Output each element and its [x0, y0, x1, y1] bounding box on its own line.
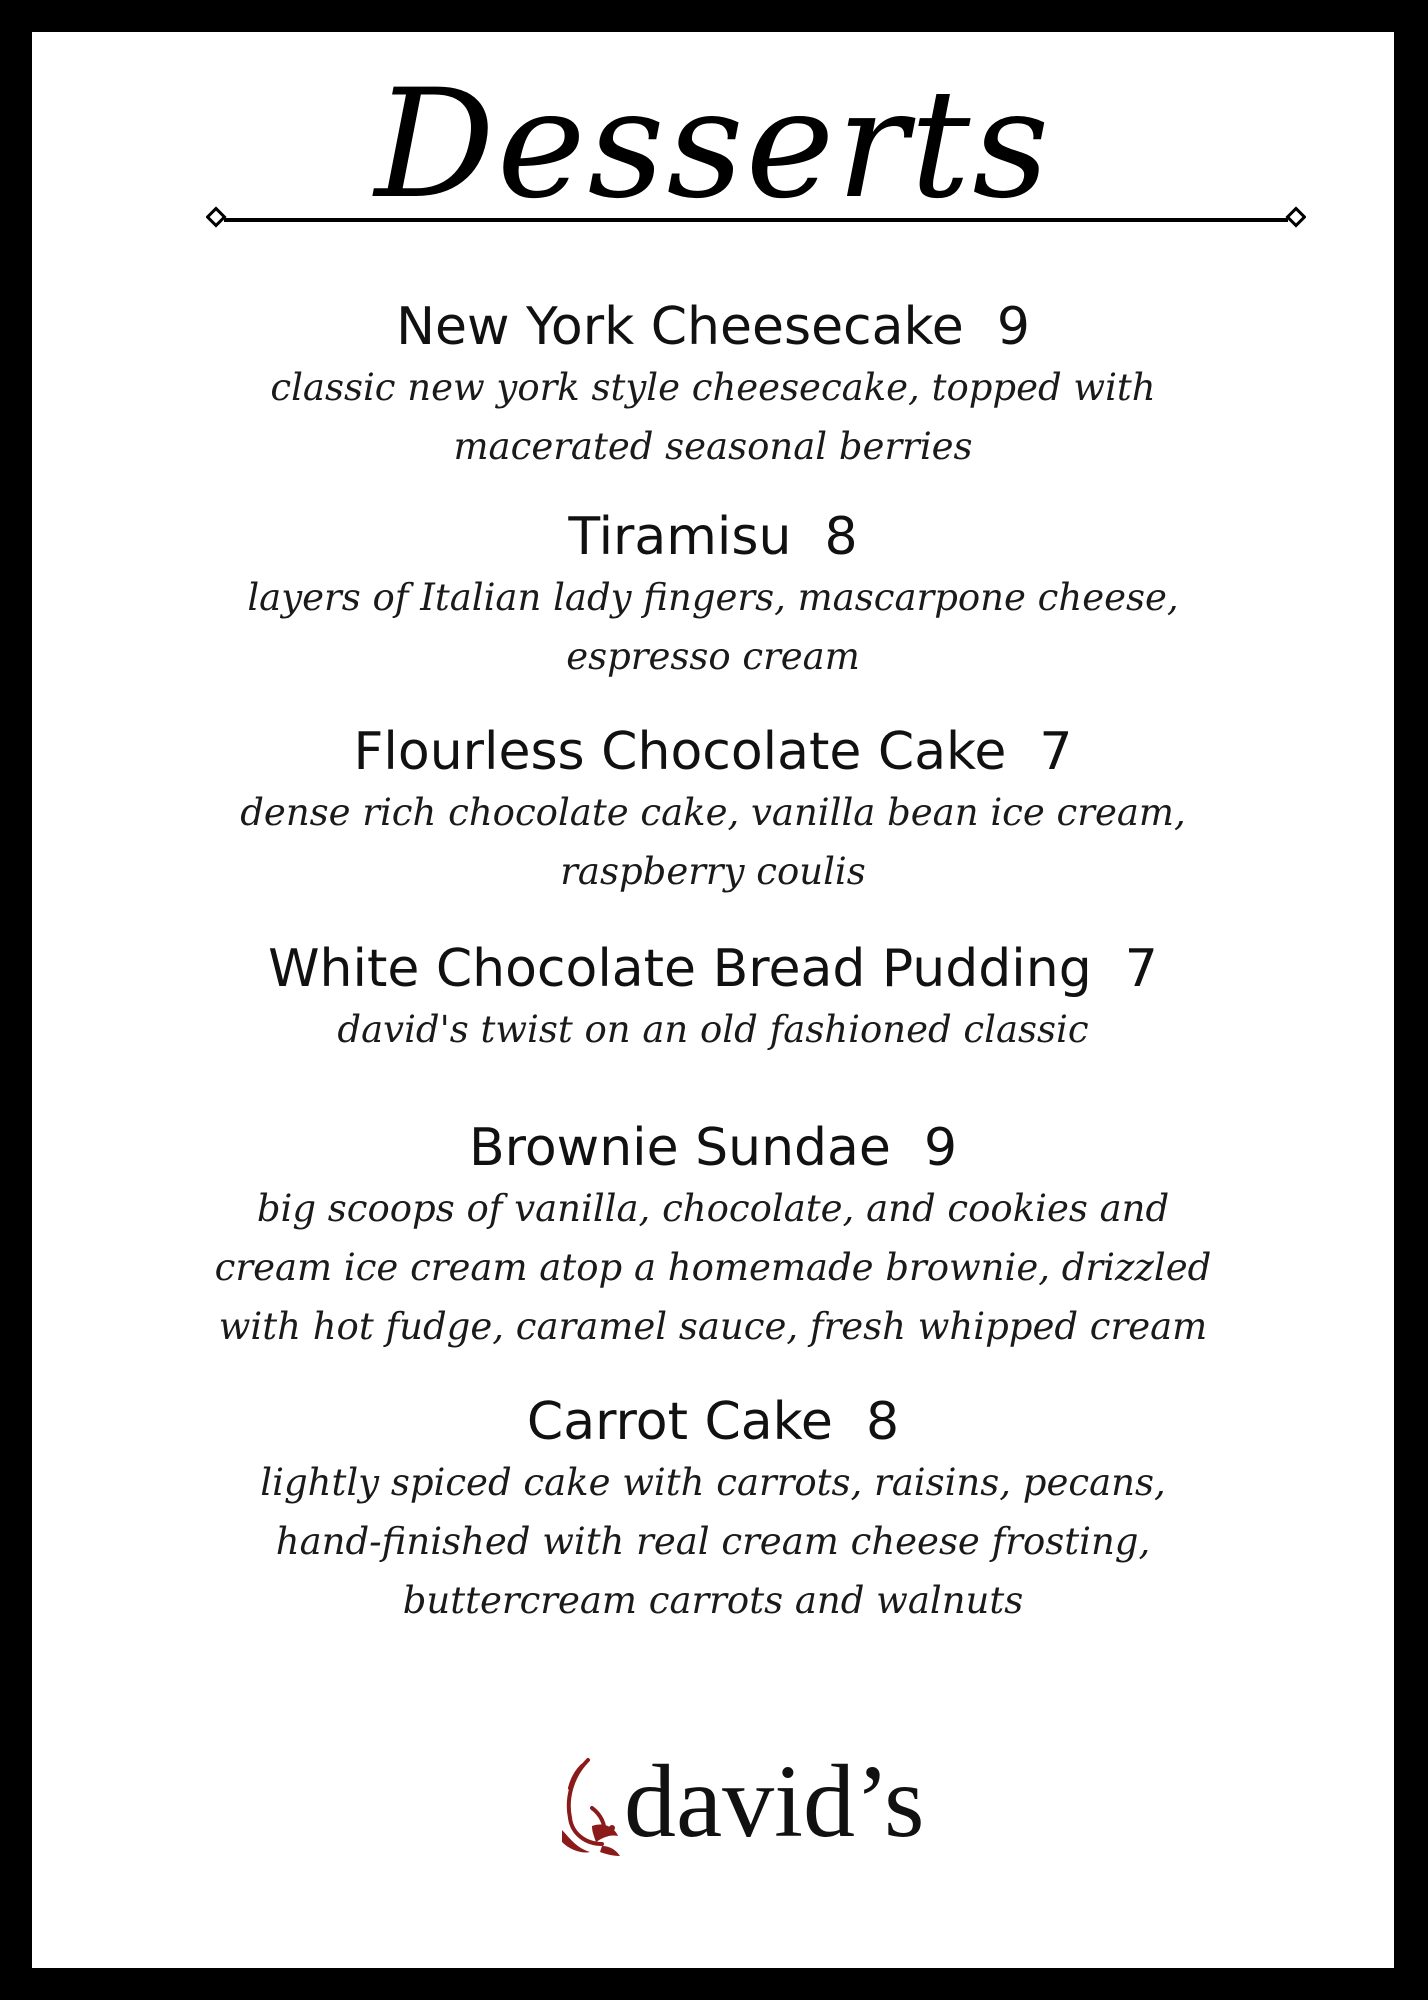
menu-item-name: New York Cheesecake — [396, 297, 964, 357]
menu-item-heading — [32, 1391, 1394, 1453]
menu-item-heading — [32, 296, 1394, 358]
menu-item-carrot-cake — [32, 1391, 1394, 1630]
menu-item-heading — [32, 721, 1394, 783]
menu-item-tiramisu — [32, 506, 1394, 686]
description-line: classic new york style cheesecake, topped with — [270, 366, 1156, 409]
description-line: big scoops of vanilla, chocolate, and cookies and — [256, 1187, 1170, 1230]
menu-item-description — [32, 568, 1394, 686]
menu-item-brownie-sundae — [32, 1117, 1394, 1356]
title-divider — [206, 205, 1306, 235]
menu-item-description — [32, 1000, 1394, 1059]
description-line: macerated seasonal berries — [453, 425, 973, 468]
menu-item-description — [32, 358, 1394, 476]
menu-item-price: 8 — [824, 507, 858, 567]
menu-item-flourless-chocolate-cake — [32, 721, 1394, 901]
menu-item-heading — [32, 938, 1394, 1000]
menu-item-heading — [32, 1117, 1394, 1179]
menu-page — [32, 32, 1394, 1968]
description-line: david's twist on an old fashioned classic — [337, 1008, 1089, 1051]
description-line: layers of Italian lady fingers, mascarpone cheese, — [247, 576, 1179, 619]
menu-item-white-chocolate-bread-pudding — [32, 938, 1394, 1059]
menu-item-name: Carrot Cake — [526, 1392, 833, 1452]
menu-item-price: 7 — [1124, 939, 1158, 999]
logo-wordmark: david’s — [624, 1744, 925, 1859]
menu-item-heading — [32, 506, 1394, 568]
description-line: buttercream carrots and walnuts — [402, 1579, 1024, 1622]
menu-item-name: Brownie Sundae — [468, 1118, 891, 1178]
description-line: lightly spiced cake with carrots, raisins, pecans, — [260, 1461, 1166, 1504]
davids-logo — [552, 1732, 925, 1872]
menu-item-price: 8 — [866, 1392, 900, 1452]
bird-icon — [552, 1752, 632, 1862]
menu-item-price: 7 — [1039, 722, 1073, 782]
menu-item-description — [32, 1453, 1394, 1630]
menu-item-name: Tiramisu — [568, 507, 792, 567]
menu-item-price: 9 — [923, 1118, 958, 1178]
menu-item-price: 9 — [996, 297, 1030, 357]
description-line: cream ice cream atop a homemade brownie, drizzled — [214, 1246, 1212, 1289]
description-line: hand-finished with real cream cheese frosting, — [275, 1520, 1151, 1563]
menu-item-name: White Chocolate Bread Pudding — [268, 939, 1092, 999]
menu-item-description — [32, 783, 1394, 901]
description-line: espresso cream — [566, 635, 860, 678]
description-line: raspberry coulis — [560, 850, 866, 893]
menu-item-new-york-cheesecake — [32, 296, 1394, 476]
description-line: dense rich chocolate cake, vanilla bean ice cream, — [240, 791, 1186, 834]
menu-title: Desserts — [374, 58, 1052, 232]
menu-item-description — [32, 1179, 1394, 1356]
description-line: with hot fudge, caramel sauce, fresh whipped cream — [218, 1305, 1208, 1348]
menu-item-name: Flourless Chocolate Cake — [353, 722, 1007, 782]
